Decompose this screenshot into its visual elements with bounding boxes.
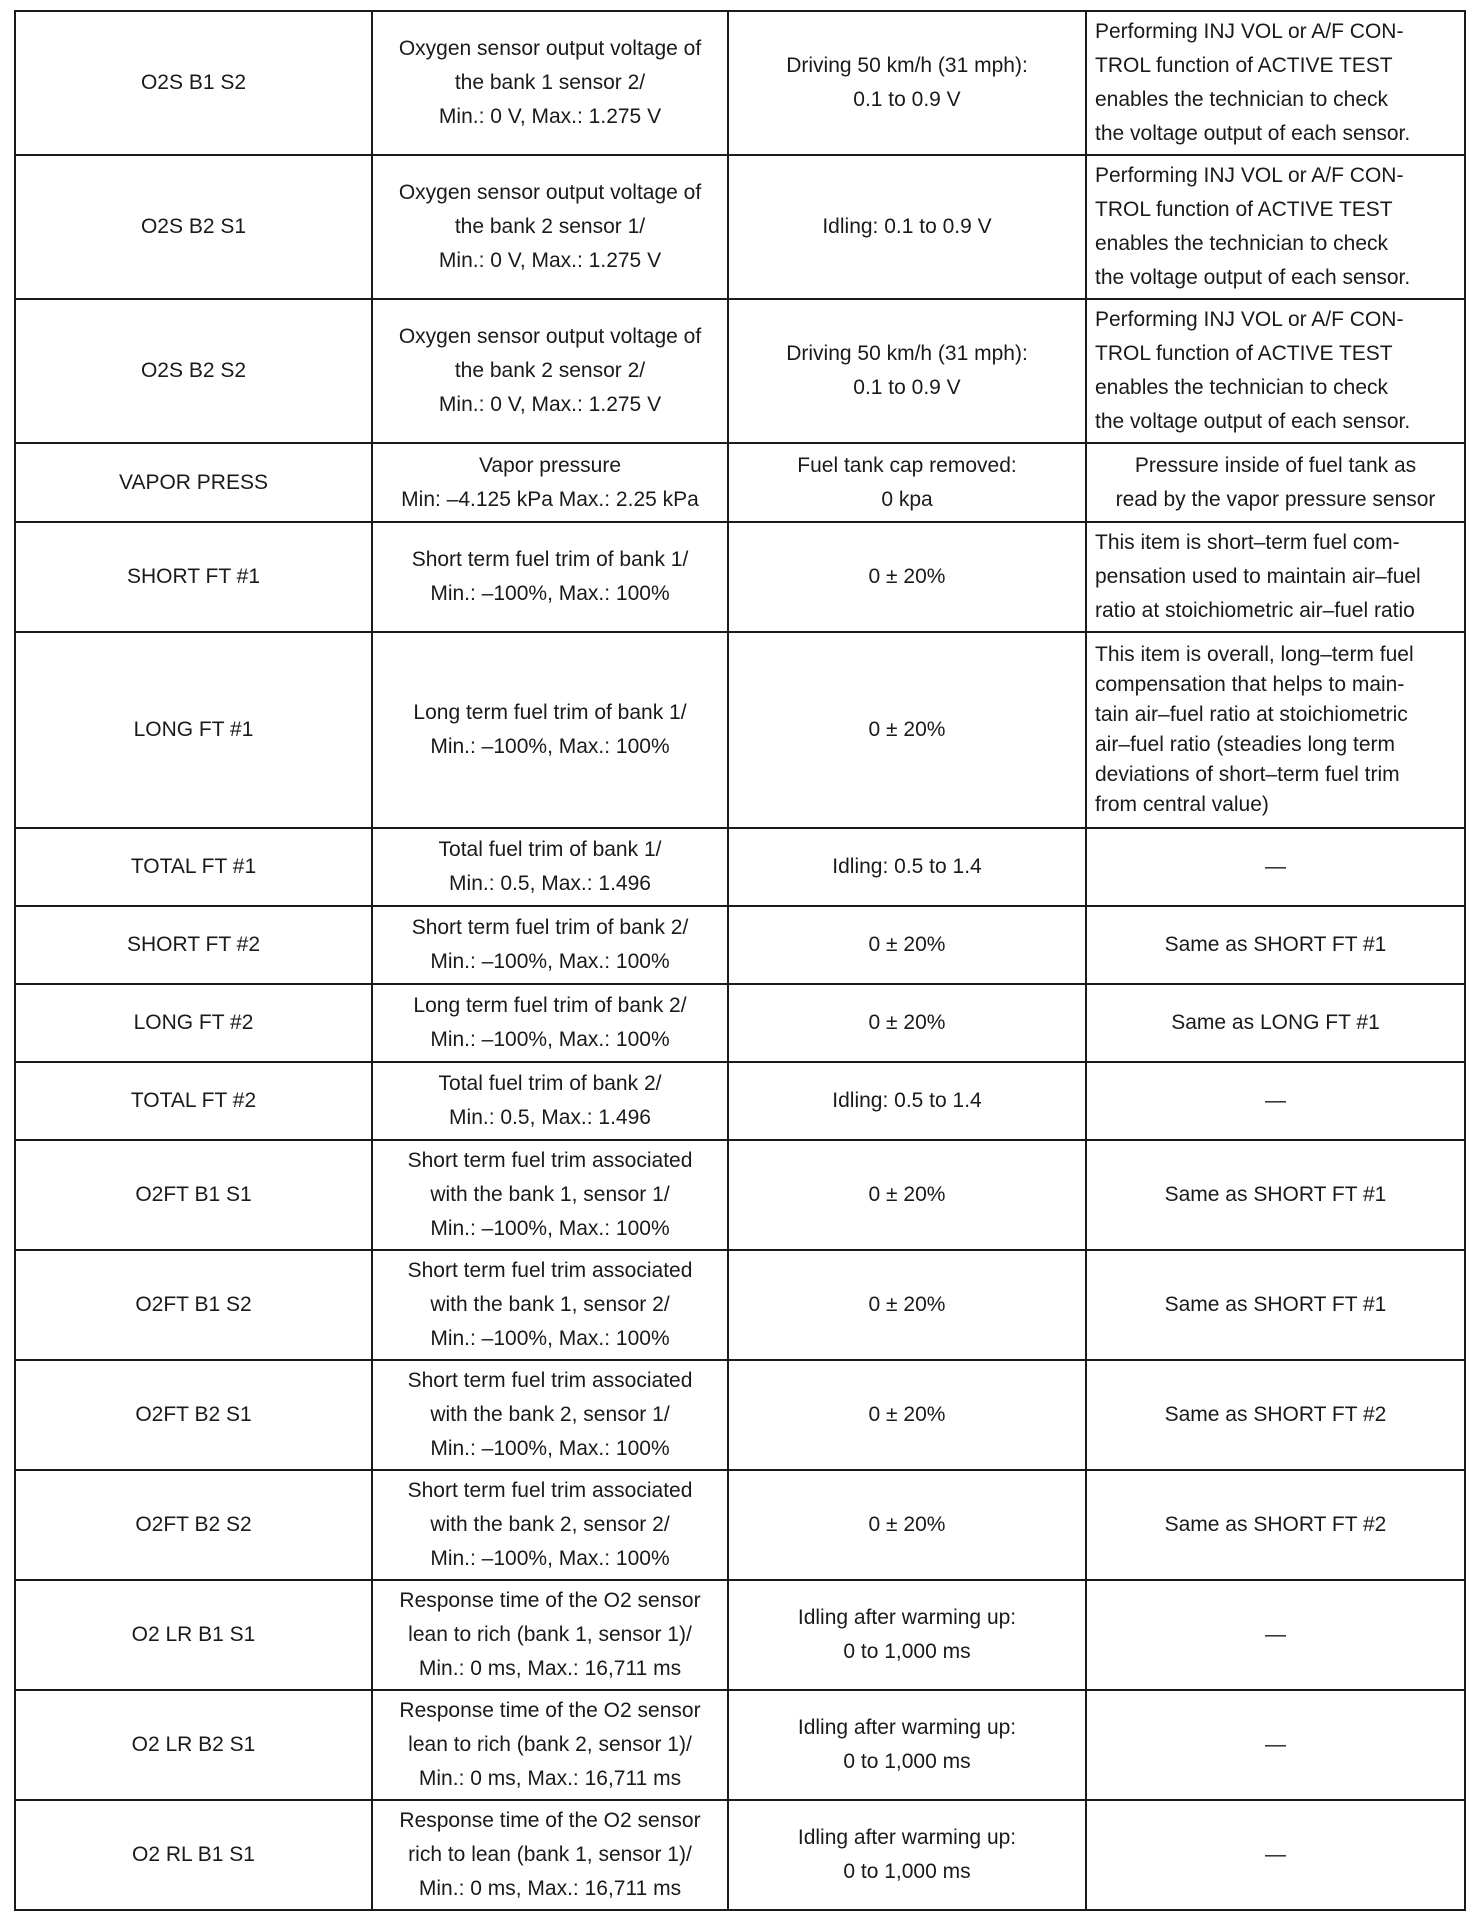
item-cell: TOTAL FT #1	[15, 828, 372, 906]
normal-condition-cell: 0 ± 20%	[728, 522, 1086, 632]
item-cell: O2 RL B1 S1	[15, 1800, 372, 1910]
diagnostic-note-cell: Pressure inside of fuel tank as read by the vapor pressure sensor	[1086, 443, 1465, 522]
table-row	[15, 1690, 1465, 1800]
diagnostic-note-cell: Same as SHORT FT #1	[1086, 906, 1465, 984]
description-cell: Response time of the O2 sensor rich to lean (bank 1, sensor 1)/ Min.: 0 ms, Max.: 16,711 ms	[372, 1800, 728, 1910]
description-cell: Long term fuel trim of bank 2/ Min.: –100%, Max.: 100%	[372, 984, 728, 1062]
table-row	[15, 1580, 1465, 1690]
description-cell: Short term fuel trim associated with the bank 2, sensor 1/ Min.: –100%, Max.: 100%	[372, 1360, 728, 1470]
diagnostic-note-cell: Performing INJ VOL or A/F CON- TROL function of ACTIVE TEST enables the technician to check the voltage output of each sensor.	[1086, 299, 1465, 443]
item-cell: LONG FT #1	[15, 632, 372, 828]
table-row	[15, 828, 1465, 906]
normal-condition-cell: Driving 50 km/h (31 mph): 0.1 to 0.9 V	[728, 299, 1086, 443]
description-cell: Response time of the O2 sensor lean to rich (bank 2, sensor 1)/ Min.: 0 ms, Max.: 16,711 ms	[372, 1690, 728, 1800]
table-row	[15, 1250, 1465, 1360]
diagnostic-note-cell: Performing INJ VOL or A/F CON- TROL function of ACTIVE TEST enables the technician to check the voltage output of each sensor.	[1086, 11, 1465, 155]
description-cell: Short term fuel trim associated with the bank 1, sensor 1/ Min.: –100%, Max.: 100%	[372, 1140, 728, 1250]
normal-condition-cell: Driving 50 km/h (31 mph): 0.1 to 0.9 V	[728, 11, 1086, 155]
normal-condition-cell: 0 ± 20%	[728, 632, 1086, 828]
normal-condition-cell: Idling after warming up: 0 to 1,000 ms	[728, 1580, 1086, 1690]
table-row	[15, 522, 1465, 632]
item-cell: O2S B2 S1	[15, 155, 372, 299]
item-cell: O2S B1 S2	[15, 11, 372, 155]
description-cell: Response time of the O2 sensor lean to rich (bank 1, sensor 1)/ Min.: 0 ms, Max.: 16,711 ms	[372, 1580, 728, 1690]
diagnostic-note-cell: —	[1086, 1800, 1465, 1910]
item-cell: O2 LR B1 S1	[15, 1580, 372, 1690]
table-row	[15, 1062, 1465, 1140]
table-row	[15, 443, 1465, 522]
normal-condition-cell: 0 ± 20%	[728, 1470, 1086, 1580]
normal-condition-cell: Fuel tank cap removed: 0 kpa	[728, 443, 1086, 522]
normal-condition-cell: Idling: 0.5 to 1.4	[728, 828, 1086, 906]
item-cell: O2FT B1 S1	[15, 1140, 372, 1250]
item-cell: O2 LR B2 S1	[15, 1690, 372, 1800]
diagnostic-note-cell: —	[1086, 1580, 1465, 1690]
table-row	[15, 1800, 1465, 1910]
normal-condition-cell: Idling after warming up: 0 to 1,000 ms	[728, 1800, 1086, 1910]
normal-condition-cell: 0 ± 20%	[728, 1140, 1086, 1250]
table-row	[15, 984, 1465, 1062]
item-cell: SHORT FT #2	[15, 906, 372, 984]
description-cell: Vapor pressure Min: –4.125 kPa Max.: 2.25 kPa	[372, 443, 728, 522]
normal-condition-cell: Idling: 0.5 to 1.4	[728, 1062, 1086, 1140]
document-page	[14, 10, 1464, 1911]
description-cell: Total fuel trim of bank 2/ Min.: 0.5, Max.: 1.496	[372, 1062, 728, 1140]
diagnostic-note-cell: This item is overall, long–term fuel compensation that helps to main- tain air–fuel ratio at stoichiometric air–fuel ratio (steadies long term deviations of short–term fuel trim from central value)	[1086, 632, 1465, 828]
table-row	[15, 1360, 1465, 1470]
diagnostic-note-cell: Same as SHORT FT #2	[1086, 1360, 1465, 1470]
table-row	[15, 11, 1465, 155]
diagnostic-note-cell: Performing INJ VOL or A/F CON- TROL function of ACTIVE TEST enables the technician to check the voltage output of each sensor.	[1086, 155, 1465, 299]
diagnostic-note-cell: Same as SHORT FT #1	[1086, 1140, 1465, 1250]
item-cell: SHORT FT #1	[15, 522, 372, 632]
diagnostic-note-cell: —	[1086, 1690, 1465, 1800]
diagnostic-note-cell: Same as LONG FT #1	[1086, 984, 1465, 1062]
diagnostic-note-cell: This item is short–term fuel com- pensation used to maintain air–fuel ratio at stoichiometric air–fuel ratio	[1086, 522, 1465, 632]
normal-condition-cell: Idling: 0.1 to 0.9 V	[728, 155, 1086, 299]
description-cell: Long term fuel trim of bank 1/ Min.: –100%, Max.: 100%	[372, 632, 728, 828]
table-row	[15, 906, 1465, 984]
table-row	[15, 632, 1465, 828]
description-cell: Total fuel trim of bank 1/ Min.: 0.5, Max.: 1.496	[372, 828, 728, 906]
normal-condition-cell: 0 ± 20%	[728, 906, 1086, 984]
diagnostic-note-cell: Same as SHORT FT #1	[1086, 1250, 1465, 1360]
item-cell: LONG FT #2	[15, 984, 372, 1062]
item-cell: O2FT B2 S1	[15, 1360, 372, 1470]
description-cell: Short term fuel trim associated with the bank 2, sensor 2/ Min.: –100%, Max.: 100%	[372, 1470, 728, 1580]
normal-condition-cell: Idling after warming up: 0 to 1,000 ms	[728, 1690, 1086, 1800]
normal-condition-cell: 0 ± 20%	[728, 1360, 1086, 1470]
item-cell: VAPOR PRESS	[15, 443, 372, 522]
diagnostic-note-cell: —	[1086, 1062, 1465, 1140]
description-cell: Oxygen sensor output voltage of the bank 2 sensor 1/ Min.: 0 V, Max.: 1.275 V	[372, 155, 728, 299]
item-cell: TOTAL FT #2	[15, 1062, 372, 1140]
diagnostic-note-cell: Same as SHORT FT #2	[1086, 1470, 1465, 1580]
item-cell: O2S B2 S2	[15, 299, 372, 443]
item-cell: O2FT B1 S2	[15, 1250, 372, 1360]
item-cell: O2FT B2 S2	[15, 1470, 372, 1580]
description-cell: Short term fuel trim of bank 1/ Min.: –100%, Max.: 100%	[372, 522, 728, 632]
diagnostic-note-cell: —	[1086, 828, 1465, 906]
table-row	[15, 299, 1465, 443]
table-row	[15, 155, 1465, 299]
table-row	[15, 1140, 1465, 1250]
description-cell: Oxygen sensor output voltage of the bank 2 sensor 2/ Min.: 0 V, Max.: 1.275 V	[372, 299, 728, 443]
normal-condition-cell: 0 ± 20%	[728, 1250, 1086, 1360]
data-list-table	[14, 10, 1466, 1911]
table-row	[15, 1470, 1465, 1580]
description-cell: Oxygen sensor output voltage of the bank 1 sensor 2/ Min.: 0 V, Max.: 1.275 V	[372, 11, 728, 155]
description-cell: Short term fuel trim of bank 2/ Min.: –100%, Max.: 100%	[372, 906, 728, 984]
description-cell: Short term fuel trim associated with the bank 1, sensor 2/ Min.: –100%, Max.: 100%	[372, 1250, 728, 1360]
normal-condition-cell: 0 ± 20%	[728, 984, 1086, 1062]
